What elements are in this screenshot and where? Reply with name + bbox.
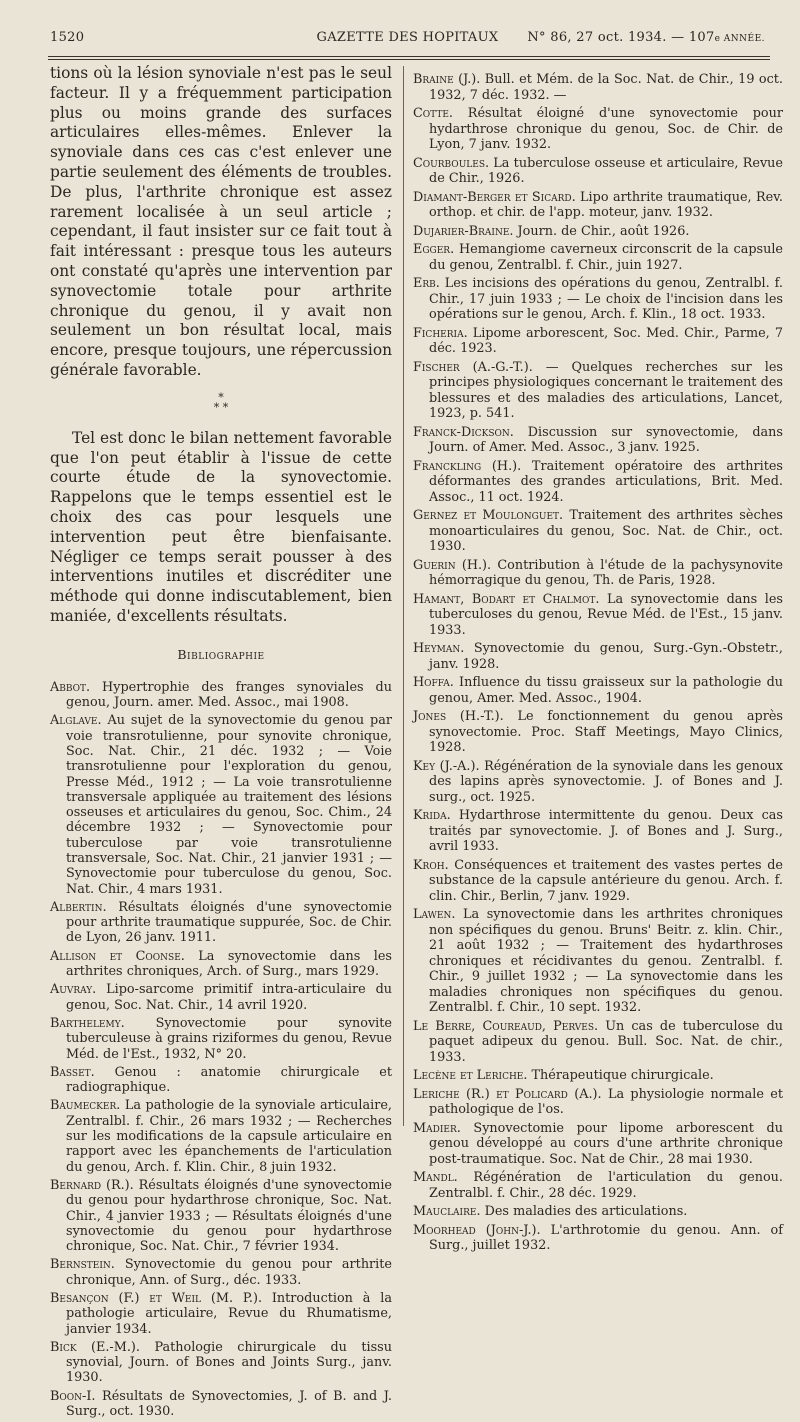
entry-author: Kroh. bbox=[413, 857, 449, 873]
entry-author: Boon-I. bbox=[50, 1388, 96, 1404]
bibliography-entry bbox=[50, 1257, 392, 1288]
entry-text: Résultat éloigné d'une synovectomie pour hydarthrose chronique du genou, Soc. de Chir. de Lyon, 7 janv. 1932. bbox=[429, 106, 783, 152]
entry-text: Introduction à la pathologie articulaire, Revue du Rhumatisme, janvier 1934. bbox=[66, 1291, 392, 1337]
entry-text: Synovectomie du genou pour arthrite chronique, Ann. of Surg., déc. 1933. bbox=[66, 1257, 392, 1288]
entry-author: Franckling (H.). bbox=[413, 458, 522, 474]
entry-author: Braine (J.). bbox=[413, 72, 481, 87]
body-paragraph: tions où la lésion synoviale n'est pas le seul facteur. Il y a fréquemment participation plus ou moins grande des surfaces articulaires elles-mêmes. Enlever la synoviale dans ces cas c'est enlever une partie seulement des éléments de troubles. De plus, l'arthrite chronique est assez rarement localisée à un seul article ; cependant, il faut insister sur ce fait tout à fait intéressant : presque tous les auteurs ont constaté qu'après une intervention par synovectomie totale pour arthrite chronique du genou, il y avait non seulement un bon résultat local, mais encore, presque toujours, une répercussion générale favorable. bbox=[50, 64, 392, 379]
bibliography-entry bbox=[413, 190, 783, 221]
body-paragraph: Tel est donc le bilan nettement favorable que l'on peut établir à l'issue de cette courte étude de la synovectomie. Rappelons que le temps essentiel est le choix des cas pour lesquels une intervention peut être bienfaisante. Négliger ce temps serait pousser à des interventions inutiles et discréditer une méthode qui donne indiscutablement, bien maniée, d'excellents résultats. bbox=[50, 428, 392, 625]
entry-author: Bick (E.-M.). bbox=[50, 1339, 140, 1355]
entry-author: Madier. bbox=[413, 1120, 461, 1136]
journal-title: GAZETTE DES HOPITAUX bbox=[316, 30, 499, 45]
bibliography-entry bbox=[413, 858, 783, 905]
entry-author: Bernard (R.). bbox=[50, 1177, 134, 1193]
entry-author: Barthelemy. bbox=[50, 1015, 125, 1031]
bibliography-entry bbox=[413, 808, 783, 855]
entry-author: Lawen. bbox=[413, 907, 456, 922]
star-bottom: * * bbox=[213, 400, 229, 414]
entry-author: Basset. bbox=[50, 1064, 95, 1080]
entry-author: Bernstein. bbox=[50, 1257, 115, 1273]
entry-author: Moorhead (John-J.). bbox=[413, 1222, 541, 1238]
left-column bbox=[50, 64, 392, 1422]
entry-text: Au sujet de la synovectomie du genou par voie transrotulienne, pour synovite chronique, Soc. Nat. Chir., 21 déc. 1932 ; — Voie transrotulienne pour l'exploration du genou, Presse Méd., 1912 ; — La voie transrotulienne transversale appliquée au traitement des lésions osseuses et articulaires du genou, Soc. Chim., 24 décembre 1932 ; — Synovectomie pour tuberculose par voie transrotulienne transversale, Soc. Nat. Chir., 21 janvier 1931 ; — Synovectomie pour tuberculose du genou, Soc. Nat. Chir., 4 mars 1931. bbox=[66, 713, 392, 897]
bibliography-entry bbox=[50, 1340, 392, 1386]
entry-text: La physiologie normale et pathologique de l'os. bbox=[429, 1086, 784, 1117]
right-column bbox=[413, 72, 783, 1257]
issue-text: N° 86, 27 oct. 1934. — 107 bbox=[527, 30, 715, 45]
bibliography-list-left bbox=[50, 680, 392, 1420]
entry-author: Erb. bbox=[413, 276, 440, 291]
bibliography-entry bbox=[413, 759, 783, 806]
entry-text: Hydarthrose intermittente du genou. Deux cas traités par synovectomie. J. of Bones and J. Surg., avril 1933. bbox=[429, 808, 783, 854]
entry-author: Dujarier-Braine. bbox=[413, 223, 514, 239]
entry-author: Baumecker. bbox=[50, 1098, 121, 1114]
entry-text: Un cas de tuberculose du paquet adipeux du genou. Bull. Soc. Nat. de chir., 1933. bbox=[429, 1018, 783, 1065]
entry-author: Hamant, Bodart et Chalmot. bbox=[413, 591, 600, 607]
column-divider bbox=[403, 66, 404, 1126]
entry-text: Synovectomie du genou, Surg.-Gyn.-Obstetr., janv. 1928. bbox=[429, 641, 783, 672]
entry-author: Allison et Coonse. bbox=[50, 948, 185, 964]
header-rule-double bbox=[48, 59, 770, 60]
bibliography-entry bbox=[413, 1019, 783, 1066]
bibliography-entry bbox=[413, 425, 783, 456]
bibliography-list-right bbox=[413, 72, 783, 1254]
bibliography-entry bbox=[413, 1223, 783, 1254]
entry-author: Mandl. bbox=[413, 1170, 458, 1185]
bibliography-entry bbox=[413, 360, 783, 422]
entry-text: Contribution à l'étude de la pachysynovite hémorragique du genou, Th. de Paris, 1928. bbox=[429, 557, 783, 588]
entry-text: Lipo-sarcome primitif intra-articulaire du genou, Soc. Nat. Chir., 14 avril 1920. bbox=[66, 982, 392, 1013]
bibliography-entry bbox=[50, 1016, 392, 1062]
entry-text: La synovectomie dans les arthrites chroniques, Arch. of Surg., mars 1929. bbox=[66, 948, 392, 980]
bibliography-entry bbox=[413, 508, 783, 555]
entry-author: Leriche (R.) et Policard (A.). bbox=[413, 1086, 602, 1102]
section-separator-stars bbox=[50, 390, 392, 414]
bibliography-entry bbox=[413, 1087, 783, 1118]
entry-author: Gernez et Moulonguet. bbox=[413, 508, 564, 523]
entry-text: Conséquences et traitement des vastes pertes de substance de la capsule antérieure du genou. Arch. f. clin. Chir., Berlin, 7 janv. 1929. bbox=[429, 857, 783, 904]
entry-author: Cotte. bbox=[413, 106, 453, 121]
entry-text: Des maladies des articulations. bbox=[480, 1204, 688, 1219]
entry-text: Résultats éloignés d'une synovectomie du genou pour hydarthrose chronique, Soc. Nat. Chir., 4 janvier 1933 ; — Résultats éloignés d'une synovectomie du genou pour hydarthrose chronique, Soc. Nat. Chir., 7 février 1934. bbox=[66, 1177, 392, 1255]
entry-author: Fischer (A.-G.-T.). bbox=[413, 359, 533, 375]
bibliography-entry bbox=[413, 276, 783, 323]
bibliography-entry bbox=[50, 900, 392, 946]
bibliography-entry bbox=[413, 1068, 783, 1084]
issue-info bbox=[527, 30, 765, 45]
entry-text: Synovectomie pour synovite tuberculeuse à grains riziformes du genou, Revue Méd. de l'Est., 1932, N° 20. bbox=[66, 1015, 392, 1062]
page-number: 1520 bbox=[50, 30, 85, 45]
bibliography-entry bbox=[50, 1098, 392, 1174]
header-rule bbox=[48, 56, 770, 57]
entry-text: Discussion sur synovectomie, dans Journ. of Amer. Med. Assoc., 3 janv. 1925. bbox=[429, 424, 783, 455]
entry-author: Hoffa. bbox=[413, 675, 454, 690]
bibliography-entry bbox=[413, 156, 783, 187]
bibliography-entry bbox=[413, 1121, 783, 1168]
bibliography-entry bbox=[50, 1291, 392, 1337]
entry-text: Hypertrophie des franges synoviales du genou, Journ. amer. Med. Assoc., mai 1908. bbox=[66, 679, 392, 711]
bibliography-entry bbox=[50, 982, 392, 1013]
entry-author: Ficheria. bbox=[413, 325, 468, 341]
entry-text: La synovectomie dans les tuberculoses du genou, Revue Méd. de l'Est., 15 janv. 1933. bbox=[429, 591, 784, 638]
entry-author: Key (J.-A.). bbox=[413, 758, 480, 774]
entry-text: Pathologie chirurgicale du tissu synovial, Journ. of Bones and Joints Surg., janv. 1930. bbox=[66, 1339, 392, 1386]
entry-author: Krida. bbox=[413, 808, 451, 823]
entry-text: Régénération de l'articulation du genou. Zentralbl. f. Chir., 28 déc. 1929. bbox=[429, 1170, 783, 1201]
bibliography-entry bbox=[413, 326, 783, 357]
bibliography-entry bbox=[413, 1204, 783, 1220]
entry-text: Les incisions des opérations du genou, Zentralbl. f. Chir., 17 juin 1933 ; — Le choix de l'incision dans les opérations sur le genou, Arch. f. Klin., 18 oct. 1933. bbox=[429, 276, 783, 322]
entry-text: Synovectomie pour lipome arborescent du genou développé au cours d'une arthrite chronique post-traumatique. Soc. Nat de Chir., 28 mai 1930. bbox=[429, 1120, 783, 1167]
entry-text: Thérapeutique chirurgicale. bbox=[527, 1068, 714, 1083]
entry-author: Alglave. bbox=[50, 713, 102, 729]
page-header bbox=[50, 30, 765, 52]
bibliography-entry bbox=[413, 907, 783, 1016]
entry-text: Genou : anatomie chirurgicale et radiographique. bbox=[66, 1064, 392, 1096]
issue-suffix: e ANNÉE. bbox=[714, 34, 765, 44]
entry-text: La pathologie de la synoviale articulaire, Zentralbl. f. Chir., 26 mars 1932 ; — Recherches sur les modifications de la capsule articulaire en rapport avec les épanchements de l'articulation du genou, Arch. f. Klin. Chir., 8 juin 1932. bbox=[66, 1098, 392, 1175]
bibliography-entry bbox=[50, 1065, 392, 1096]
entry-author: Franck-Dickson. bbox=[413, 424, 514, 440]
entry-text: Traitement des arthrites sèches monoarticulaires du genou, Soc. Nat. de Chir., oct. 1930. bbox=[429, 508, 783, 554]
entry-author: Jones (H.-T.). bbox=[413, 709, 504, 724]
entry-author: Egger. bbox=[413, 242, 455, 257]
entry-author: Besançon (F.) et Weil (M. P.). bbox=[50, 1291, 263, 1306]
entry-author: Abbot. bbox=[50, 679, 91, 695]
entry-text: Lipo arthrite traumatique, Rev. orthop. et chir. de l'app. moteur, janv. 1932. bbox=[429, 189, 783, 220]
entry-author: Guerin (H.). bbox=[413, 557, 492, 573]
entry-author: Auvray. bbox=[50, 982, 97, 998]
bibliography-entry bbox=[413, 592, 783, 639]
entry-author: Heyman. bbox=[413, 641, 465, 656]
bibliography-entry bbox=[413, 459, 783, 506]
entry-text: Bull. et Mém. de la Soc. Nat. de Chir., 19 oct. 1932, 7 déc. 1932. — bbox=[429, 72, 783, 103]
bibliography-heading: Bibliographie bbox=[177, 646, 265, 662]
entry-text: La tuberculose osseuse et articulaire, Revue de Chir., 1926. bbox=[429, 155, 783, 186]
entry-text: Journ. de Chir., août 1926. bbox=[513, 223, 690, 239]
entry-author: Lecène et Leriche. bbox=[413, 1068, 528, 1083]
bibliography-entry bbox=[413, 106, 783, 153]
star-top: * bbox=[218, 390, 224, 404]
entry-text: Lipome arborescent, Soc. Med. Chir., Parme, 7 déc. 1923. bbox=[429, 325, 783, 356]
entry-text: Influence du tissu graisseux sur la pathologie du genou, Amer. Med. Assoc., 1904. bbox=[429, 675, 783, 706]
entry-text: — Quelques recherches sur les principes physiologiques concernant le traitement des blessures et des maladies des articulations, Lancet, 1923, p. 541. bbox=[429, 359, 783, 421]
entry-text: Hemangiome caverneux circonscrit de la capsule du genou, Zentralbl. f. Chir., juin 1927. bbox=[429, 242, 783, 273]
entry-text: Régénération de la synoviale dans les genoux des lapins après synovectomie. J. of Bones and J. surg., oct. 1925. bbox=[429, 758, 783, 805]
entry-author: Le Berre, Coureaud, Perves. bbox=[413, 1018, 599, 1034]
bibliography-entry bbox=[50, 949, 392, 980]
bibliography-entry bbox=[413, 641, 783, 672]
entry-author: Mauclaire. bbox=[413, 1204, 481, 1219]
bibliography-entry bbox=[50, 1389, 392, 1420]
bibliography-entry bbox=[50, 680, 392, 711]
bibliography-entry bbox=[413, 558, 783, 589]
bibliography-entry bbox=[413, 242, 783, 273]
entry-text: Le fonctionnement du genou après synovectomie. Proc. Staff Meetings, Mayo Clinics, 1928. bbox=[429, 709, 783, 755]
bibliography-entry bbox=[413, 224, 783, 240]
entry-author: Albertin. bbox=[50, 899, 107, 915]
bibliography-entry bbox=[50, 1178, 392, 1254]
entry-text: L'arthrotomie du genou. Ann. of Surg., juillet 1932. bbox=[429, 1222, 783, 1253]
entry-text: Résultats éloignés d'une synovectomie pour arthrite traumatique suppurée, Soc. de Chir. de Lyon, 26 janv. 1911. bbox=[66, 899, 392, 946]
entry-text: Traitement opératoire des arthrites déformantes des grandes articulations, Brit. Med. Assoc., 11 oct. 1924. bbox=[429, 458, 783, 505]
bibliography-entry bbox=[413, 675, 783, 706]
entry-author: Diamant-Berger et Sicard. bbox=[413, 189, 576, 205]
entry-text: Résultats de Synovectomies, J. of B. and J. Surg., oct. 1930. bbox=[66, 1388, 392, 1420]
bibliography-entry bbox=[413, 709, 783, 756]
entry-text: La synovectomie dans les arthrites chroniques non spécifiques du genou. Bruns' Beitr. z. klin. Chir., 21 août 1932 ; — Traitement des hydarthroses chroniques et récidivantes du genou. Zentralbl. f. Chir., 9 juillet 1932 ; — La synovectomie dans les maladies chroniques non spécifiques du genou. Zentralbl. f. Chir., 10 sept. 1932. bbox=[429, 907, 783, 1015]
bibliography-entry bbox=[50, 713, 392, 897]
entry-author: Courboules. bbox=[413, 155, 490, 171]
bibliography-entry bbox=[413, 72, 783, 103]
